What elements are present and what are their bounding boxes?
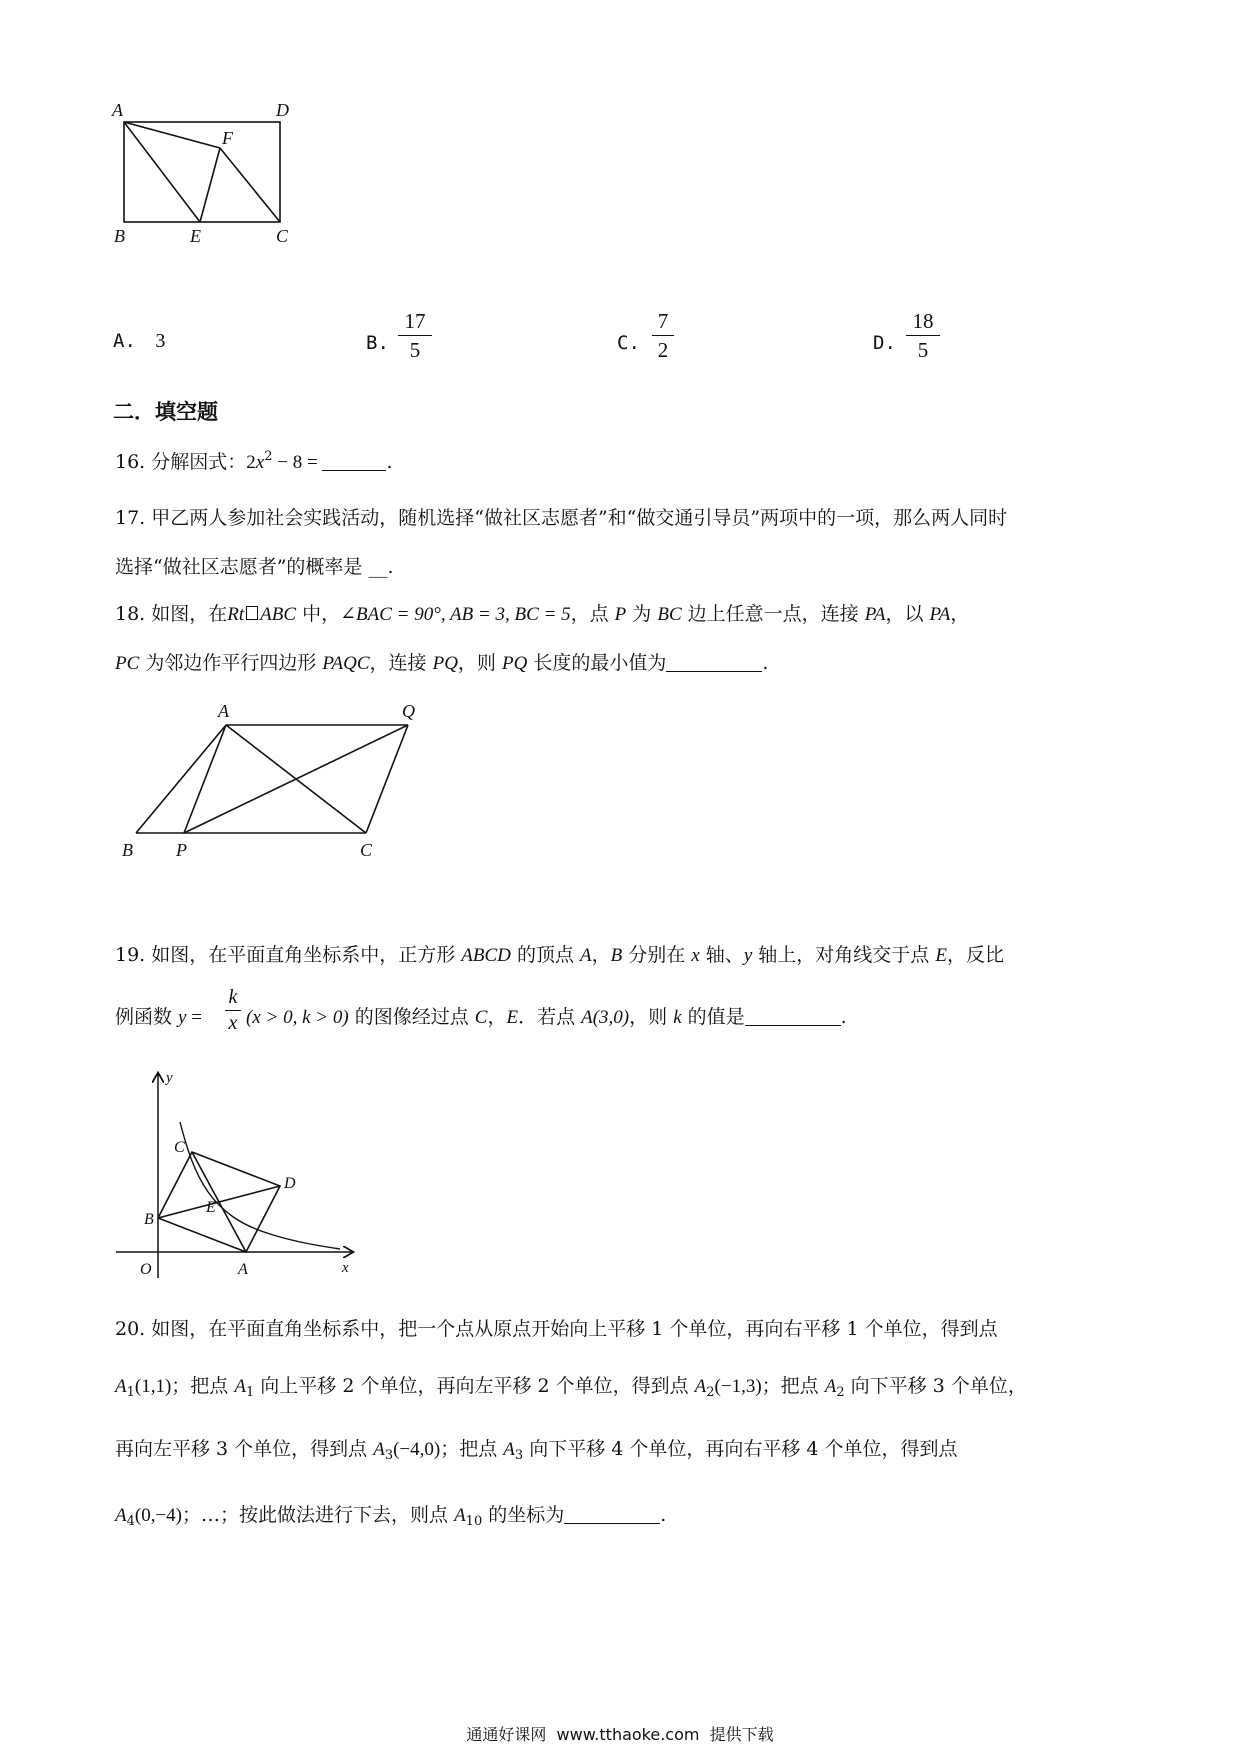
question-20-line4 — [115, 1506, 666, 1528]
question-19-line2-prefix — [115, 1008, 202, 1027]
q20-t9: 的坐标为 — [482, 1504, 565, 1526]
q19-point: A(3,0) — [581, 1007, 630, 1028]
option-c-numerator: 7 — [657, 309, 669, 333]
figure-parallelogram — [110, 700, 430, 870]
option-c-letter: C. — [617, 332, 640, 354]
label-d: D — [284, 1175, 296, 1192]
question-19-line2-suffix — [246, 1008, 847, 1027]
label-e: E — [206, 1199, 216, 1216]
option-c-denominator: 2 — [657, 338, 669, 363]
q18-end: . — [762, 652, 769, 674]
q20-p4: (0,−4) — [134, 1505, 183, 1526]
q20-a1-sub: 1 — [126, 1385, 135, 1400]
q20-answer-blank[interactable] — [564, 1507, 660, 1524]
label-b: B — [114, 226, 125, 246]
q18-t7: ， — [950, 603, 970, 625]
option-b-letter: B. — [366, 332, 389, 354]
q18-pq2: PQ — [501, 653, 528, 674]
q16-number: 16. — [115, 451, 146, 473]
label-c: C — [360, 840, 373, 860]
figure-coordinate-square — [110, 1066, 370, 1291]
q19-b: B — [610, 945, 623, 966]
q20-a3: A — [373, 1439, 385, 1460]
q19-t2: 的顶点 — [510, 944, 580, 966]
option-d-denominator: 5 — [917, 338, 929, 363]
q19-t3: ， — [591, 944, 611, 966]
option-a-value: 3 — [155, 330, 166, 352]
q18-pa: PA — [864, 604, 886, 625]
q20-t4: 向下平移 3 个单位， — [844, 1375, 1027, 1397]
q19-func-eq: = — [186, 1007, 202, 1028]
label-b: B — [144, 1211, 154, 1228]
question-17-line1: 17. 甲乙两人参加社会实践活动，随机选择“做社区志愿者”和“做交通引导员”两项中的一项，那么两人同时 — [115, 507, 1008, 529]
label-b: B — [122, 840, 133, 860]
q19-end: . — [840, 1006, 847, 1028]
q19-y: y — [743, 945, 753, 966]
label-a: A — [238, 1261, 248, 1278]
section-title: 二．填空题 — [113, 400, 218, 424]
q18-t1: 18. 如图，在 — [115, 603, 228, 625]
label-a: A — [218, 701, 229, 721]
q19-a: A — [580, 945, 592, 966]
q19-func-k: k — [228, 986, 238, 1008]
q20-a2-sub: 2 — [706, 1385, 715, 1400]
q20-a4-sub: 4 — [126, 1514, 135, 1529]
question-16 — [115, 450, 392, 472]
q19-t10: ， — [487, 1006, 507, 1028]
q20-a3b-sub: 3 — [514, 1448, 524, 1463]
q19-t7: ，反比 — [946, 944, 1004, 966]
q20-a1b-sub: 1 — [245, 1385, 255, 1400]
q20-t7: 向下平移 4 个单位，再向右平移 4 个单位，得到点 — [523, 1438, 958, 1460]
q18-rt: Rt — [227, 604, 245, 625]
q18-triangle: ABC — [260, 604, 297, 625]
q18-t4: 为 — [626, 603, 658, 625]
q19-c: C — [474, 1007, 488, 1028]
question-18-line2 — [115, 654, 768, 673]
question-20-line1: 20. 如图，在平面直角坐标系中，把一个点从原点开始向上平移 1 个单位，再向右平移 1 个单位，得到点 — [115, 1318, 998, 1340]
q19-func-x: x — [228, 1012, 238, 1034]
q19-t9: 的图像经过点 — [348, 1006, 475, 1028]
q19-t1: 19. 如图，在平面直角坐标系中，正方形 — [115, 944, 462, 966]
option-d-letter: D. — [873, 332, 896, 354]
q16-coef: 2 — [246, 452, 256, 473]
q16-answer-blank[interactable] — [322, 454, 386, 471]
q18-t9: ，连接 — [369, 652, 433, 674]
option-a-letter: A. — [113, 330, 136, 352]
q20-end: . — [660, 1504, 667, 1526]
q19-abcd: ABCD — [461, 945, 511, 966]
option-b-denominator: 5 — [409, 338, 421, 363]
q19-t11: ．若点 — [518, 1006, 582, 1028]
q20-p3: (−4,0) — [393, 1439, 441, 1460]
label-p: P — [176, 840, 187, 860]
q20-a4: A — [115, 1505, 127, 1526]
q19-t5: 轴、 — [699, 944, 744, 966]
label-c: C — [276, 226, 289, 246]
q18-pq: PQ — [432, 653, 458, 674]
page-footer: 通通好课网 www.tthaoke.com 提供下载 — [466, 1725, 774, 1744]
q18-t3: ，点 — [570, 603, 615, 625]
q20-t5: 再向左平移 3 个单位，得到点 — [115, 1438, 374, 1460]
q19-function-fraction — [225, 987, 241, 1034]
label-q: Q — [402, 701, 415, 721]
q20-t3: ；把点 — [761, 1375, 825, 1397]
q18-p: P — [614, 604, 627, 625]
q20-a1b: A — [234, 1376, 246, 1397]
question-20-line2 — [115, 1377, 1027, 1399]
q20-t6: ；把点 — [440, 1438, 504, 1460]
q20-a3b: A — [503, 1439, 515, 1460]
q18-t2: 中， — [296, 603, 341, 625]
q19-x: x — [691, 945, 700, 966]
q19-k: k — [673, 1007, 682, 1028]
question-19-line1 — [115, 946, 1004, 965]
q20-a2b: A — [824, 1376, 837, 1397]
q16-var: x — [255, 452, 265, 473]
option-b-fraction — [398, 310, 432, 361]
option-a — [113, 330, 165, 353]
q18-t8: 为邻边作平行四边形 — [139, 652, 323, 674]
label-y: y — [166, 1070, 173, 1086]
q20-p1: (1,1) — [134, 1376, 172, 1397]
q19-t13: 的值是 — [681, 1006, 745, 1028]
question-20-line3 — [115, 1440, 958, 1462]
option-b-numerator: 17 — [404, 309, 426, 333]
q19-e2: E — [506, 1007, 519, 1028]
q20-t2: 向上平移 2 个单位，再向左平移 2 个单位，得到点 — [254, 1375, 695, 1397]
q19-e: E — [935, 945, 947, 966]
q20-a10-sub: 10 — [465, 1514, 483, 1529]
q18-t11: 长度的最小值为 — [527, 652, 667, 674]
q19-func-cond: (x > 0, k > 0) — [246, 1007, 349, 1028]
question-18-line1 — [115, 605, 969, 624]
q18-pa2: PA — [929, 604, 951, 625]
label-x: x — [342, 1260, 349, 1276]
q18-square — [246, 606, 258, 620]
q18-answer-blank[interactable] — [666, 655, 762, 672]
q20-a2b-sub: 2 — [836, 1385, 845, 1400]
q19-t12: ，则 — [629, 1006, 674, 1028]
q20-a10: A — [454, 1505, 466, 1526]
label-f: F — [222, 128, 233, 148]
label-o: O — [140, 1261, 152, 1278]
label-c: C — [174, 1139, 185, 1156]
q18-paqc: PAQC — [322, 653, 370, 674]
label-e: E — [190, 226, 201, 246]
q20-t1: ；把点 — [171, 1375, 235, 1397]
q20-a1: A — [115, 1376, 127, 1397]
q16-exponent: 2 — [264, 449, 273, 464]
q16-rest: − 8 = — [272, 452, 323, 473]
q20-a2: A — [694, 1376, 707, 1397]
q18-t6: ，以 — [885, 603, 930, 625]
q19-t8: 例函数 — [115, 1006, 179, 1028]
figure-rectangle — [110, 100, 330, 280]
q18-bc: BC — [657, 604, 682, 625]
label-a: A — [112, 100, 123, 120]
option-d-numerator: 18 — [912, 309, 934, 333]
q16-end: . — [386, 451, 393, 473]
q19-t6: 轴上，对角线交于点 — [752, 944, 936, 966]
q20-a3-sub: 3 — [384, 1448, 394, 1463]
label-d: D — [276, 100, 289, 120]
q20-t8: ；…；按此做法进行下去，则点 — [182, 1504, 455, 1526]
q18-pc: PC — [115, 653, 140, 674]
question-17-line2: 选择“做社区志愿者”的概率是 __. — [115, 556, 394, 578]
q19-answer-blank[interactable] — [745, 1009, 841, 1026]
q19-func-y: y — [178, 1007, 187, 1028]
q18-t5: 边上任意一点，连接 — [681, 603, 865, 625]
q20-p2: (−1,3) — [714, 1376, 762, 1397]
q18-t10: ，则 — [457, 652, 502, 674]
option-d-fraction — [906, 310, 940, 361]
option-c-fraction — [652, 310, 674, 361]
q19-t4: 分别在 — [622, 944, 692, 966]
q16-text: 分解因式： — [151, 451, 247, 473]
q18-condition: ∠BAC = 90°, AB = 3, BC = 5 — [340, 604, 571, 625]
